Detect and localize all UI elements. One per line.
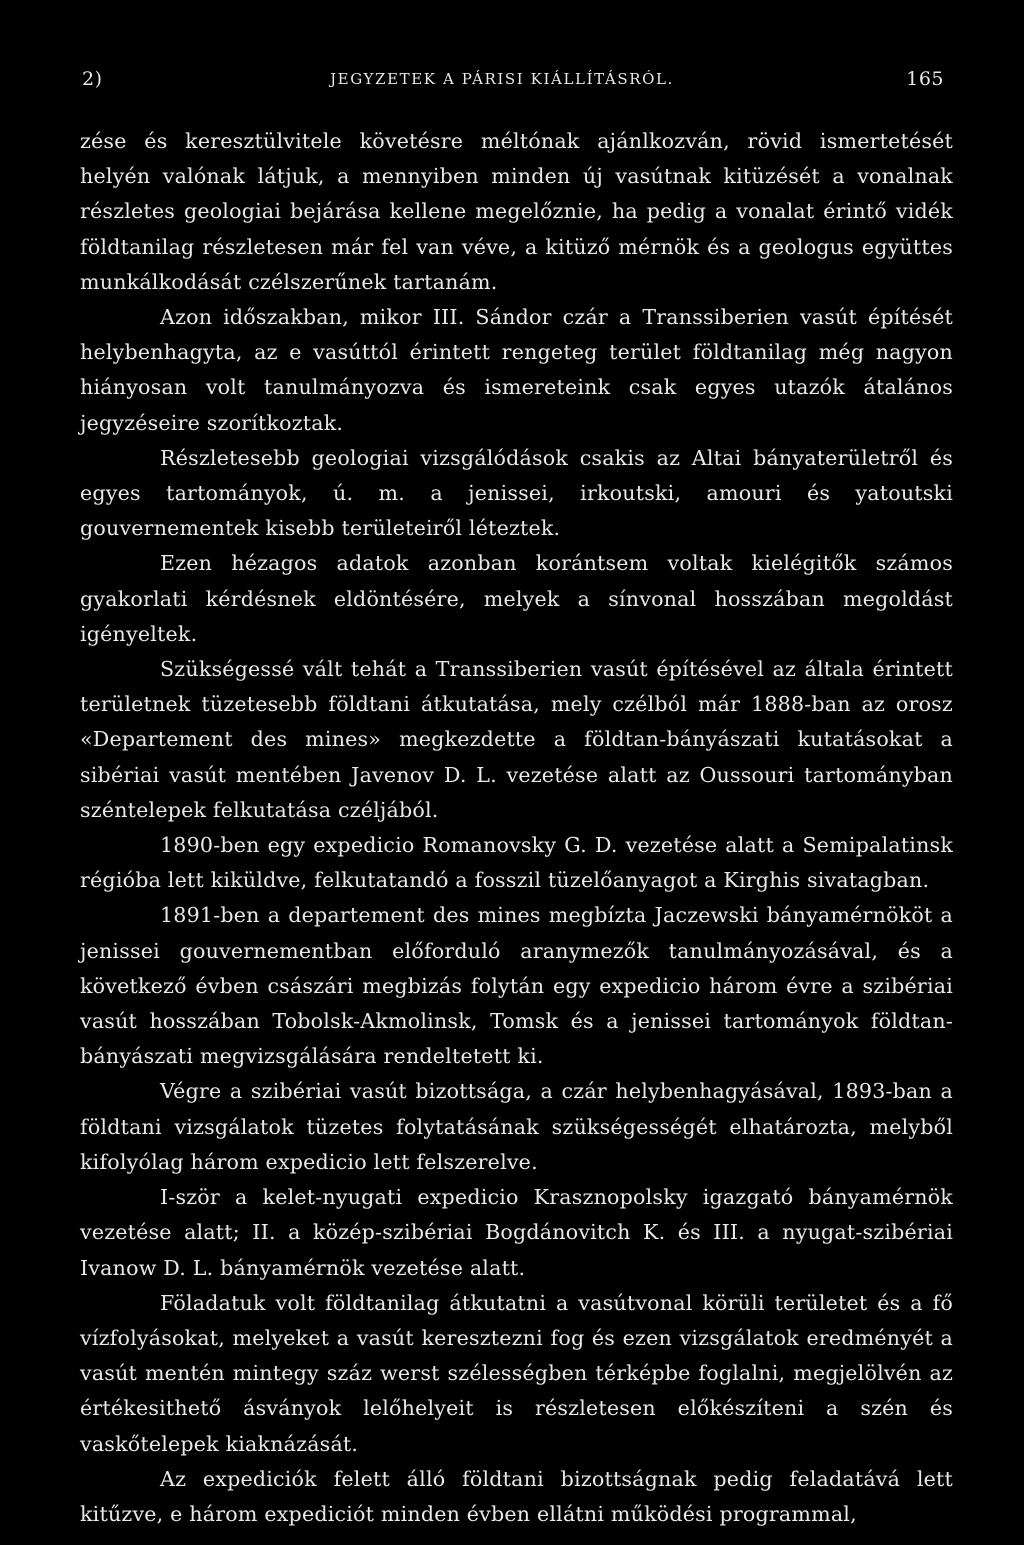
page-number: 165 (906, 68, 944, 90)
paragraph: Szükségessé vált tehát a Transsiberien vasút építésével az általa érintett területnek tüzetesebb földtani átkutatása, mely czélból már 1888-ban az orosz «Departement des mines» megkezdette a földtan-bányászati kutatásokat a sibériai vasút mentében Javenov D. L. vezetése alatt az Oussouri tartományban széntelepek felkutatása czéljából. (80, 657, 953, 822)
running-title: JEGYZETEK A PÁRISI KIÁLLÍTÁSRÓL. (330, 70, 674, 88)
paragraph: Az expediciók felett álló földtani bizottságnak pedig feladatává lett kitűzve, e három expediciót minden évben ellátni működési programmal, (80, 1466, 953, 1526)
chapter-number: 2) (82, 68, 103, 90)
paragraph: Ezen hézagos adatok azonban korántsem voltak kielégitők számos gyakorlati kérdésnek eldöntésére, melyek a sínvonal hosszában megoldást igényeltek. (80, 551, 953, 646)
paragraph: zése és keresztülvitele követésre méltónak ajánlkozván, rövid ismertetését helyén valónak látjuk, a mennyiben minden új vasútnak kitüzését a vonalnak részletes geologiai bejárása kellene megelőznie, ha pedig a vonalat érintő vidék földtanilag részletesen már fel van véve, a kitüző mérnök és a geologus együttes munkálkodását czélszerűnek tartanám. (80, 129, 953, 294)
paragraph: Azon időszakban, mikor III. Sándor czár a Transsiberien vasút építését helybenhagyta, az e vasúttól érintett rengeteg terület földtanilag még nagyon hiányosan volt tanulmányozva és ismereteink csak egyes utazók átalános jegyzéseire szorítkoztak. (80, 305, 953, 435)
paragraph: Végre a szibériai vasút bizottsága, a czár helybenhagyásával, 1893-ban a földtani vizsgálatok tüzetes folytatásának szükségességét elhatározta, melyből kifolyólag három expedicio lett felszerelve. (80, 1079, 953, 1174)
paragraph: Föladatuk volt földtanilag átkutatni a vasútvonal körüli területet és a fő vízfolyásokat, melyeket a vasút keresztezni fog és ezen vizsgálatok eredményét a vasút mentén mintegy száz werst szélességben térképbe foglalni, megjelölvén az értékesithető ásványok lelőhelyeit is részletesen előkészíteni a szén és vaskőtelepek kiaknázását. (80, 1290, 953, 1456)
paragraph: Részletesebb geologiai vizsgálódások csakis az Altai bányaterületről és egyes tartományok, ú. m. a jenissei, irkoutski, amouri és yatoutski gouvernementek kisebb területeiről léteztek. (80, 445, 953, 541)
paragraph: 1890-ben egy expedicio Romanovsky G. D. vezetése alatt a Semipalatinsk régióba lett kiküldve, felkutatandó a fosszil tüzelőanyagot a Kirghis sivatagban. (80, 833, 953, 893)
running-header (80, 68, 944, 96)
body-text (80, 124, 953, 1532)
paragraph: I-ször a kelet-nyugati expedicio Krasznopolsky igazgató bányamérnök vezetése alatt; II. a közép-szibériai Bogdánovitch K. és III. a nyugat-szibériai Ivanow D. L. bányamérnök vezetése alatt. (80, 1185, 953, 1280)
paragraph: 1891-ben a departement des mines megbízta Jaczewski bányamérnököt a jenissei gouvernementban előforduló aranymezők tanulmányozásával, és a következő évben császári megbizás folytán egy expedicio három évre a szibériai vasút hosszában Tobolsk-Akmolinsk, Tomsk és a jenissei tartományok földtan-bányászati megvizsgálására rendeltetett ki. (80, 903, 953, 1069)
